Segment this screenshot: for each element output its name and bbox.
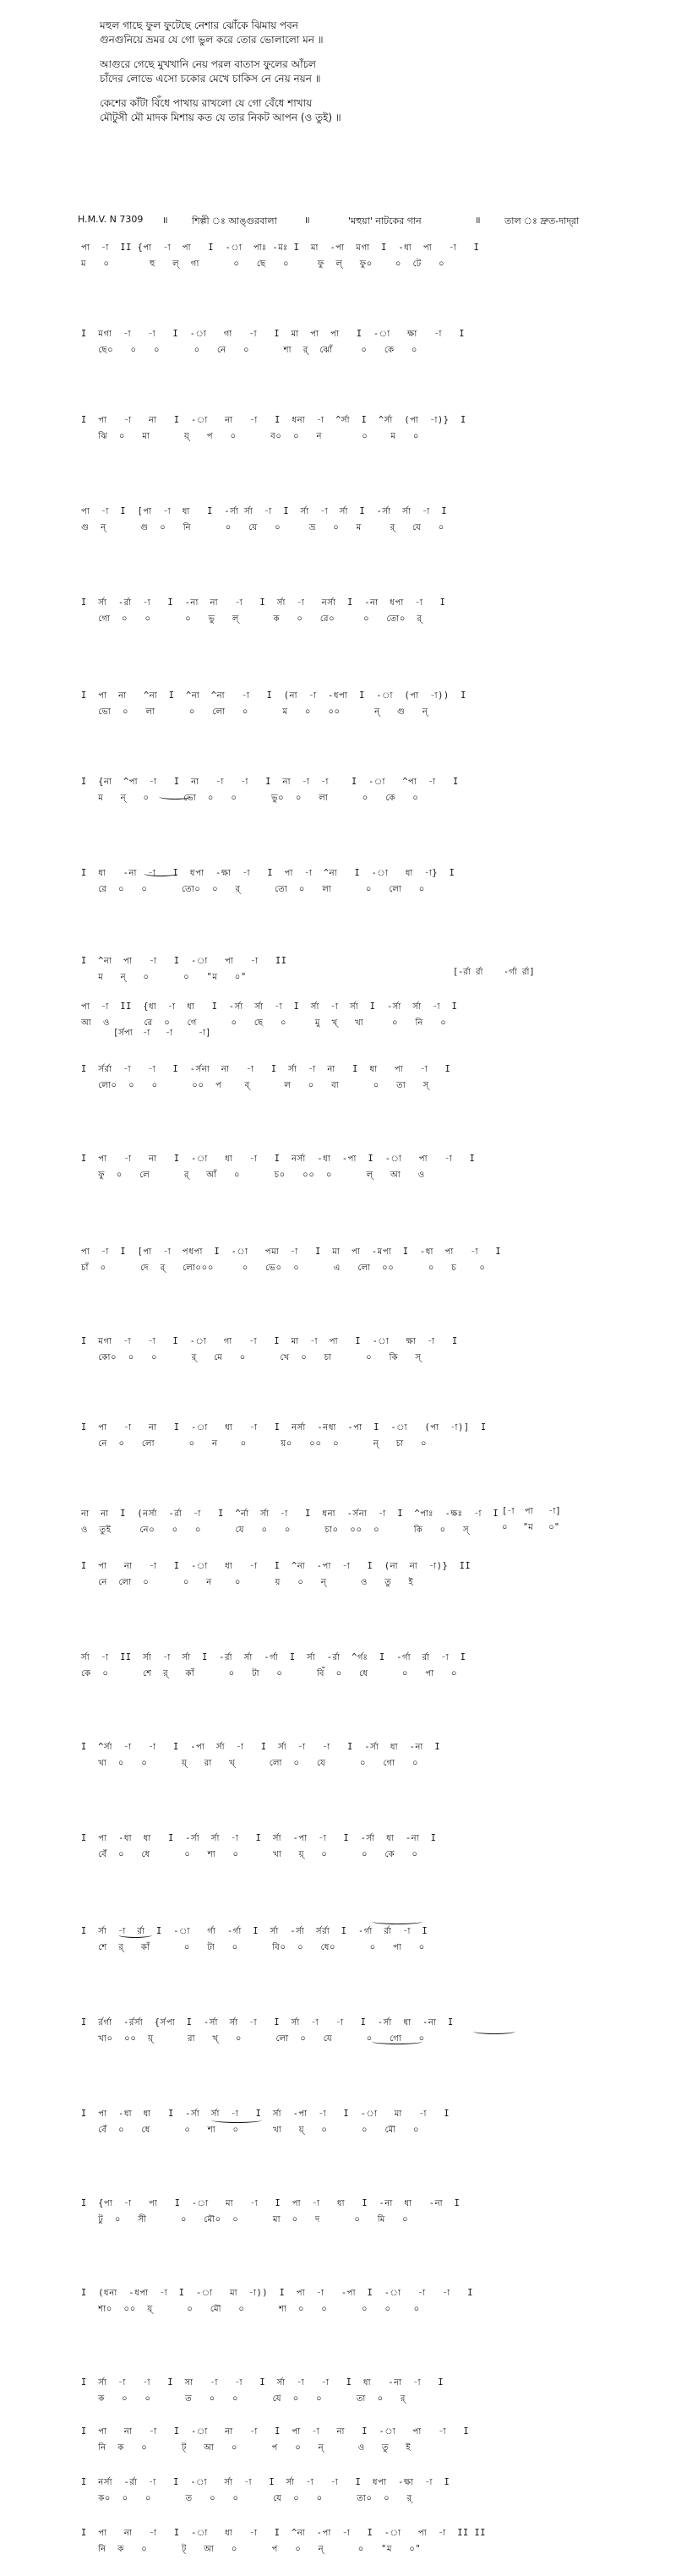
swara-line: I ^র্সা -া -া I -পা র্সা -া I র্সা -া -া I -র্সা ধা -না I (81, 1743, 441, 1752)
notation-row (0, 1508, 676, 1548)
meend-slur (118, 1932, 152, 1938)
lyric-line: কেশের কাঁটা বিঁধে পাখায় রাখলো যে গো বেঁধে শাখায় (100, 97, 313, 109)
swara-line: I পা না -া I -া ধা -া I ^না -পা -া I (না না -া)} II (81, 1562, 472, 1571)
lyric-line: মহুল গাছে ফুল ফুটেছে নেশার ঝোঁকে ঝিমায় পবন (100, 19, 298, 31)
lyric-syllables: ম ন্ ০ ০ "ম ০" (81, 973, 247, 982)
notation-row (0, 2527, 676, 2568)
lyric-syllables: কে ০ শে র্ কাঁ ০ টা ০ বিঁ ০ ধে ০ পা ০ (81, 1669, 458, 1678)
notation-row (0, 1335, 676, 1376)
notation-row (0, 955, 676, 996)
swara-line: I র্রর্গা -র্রর্সা {র্সপা I -র্সা র্সা -া I র্সা -া -া I -র্সা ধা -না I (81, 2018, 454, 2028)
ending-two: [র্সপা -া -া -া] (113, 1029, 211, 1038)
lyric-syllables: নি ক ০ ট্ আ ০ প ০ ন্ ০ "ম ০" (81, 2545, 422, 2554)
notation-row (0, 1153, 676, 1193)
notation-row (0, 597, 676, 637)
swara-line: পা -া I [পা -া ধা I -র্সা র্সা -া I র্সা -া র্সা I -র্সা র্সা -া I (81, 507, 448, 516)
lyric-syllables: বেঁ ০ ধে ০ শা ০ খা য়্ ০ ০ কে ০ (81, 1850, 418, 1859)
lyric-syllables: গু ন্ গু ০ নি ০ য়ে ০ ভ্র ০ ম র্ যে ০ (81, 523, 445, 532)
swara-line: না না I (নর্সা -র্রা -া I ^র্না র্সা -া I ধনা -র্সনা -া I ^পাঃ -ক্ষঃ -া I (81, 1509, 499, 1519)
notation-row (0, 1422, 676, 1462)
notation-row (0, 1741, 676, 1782)
notation-row (0, 2108, 676, 2148)
singer-credit: শিল্পী ঃ আঙ্গুরবালা (192, 216, 277, 226)
swara-line: র্সা -া II র্সা -া র্সা I -র্রা র্সা -র্গা I র্সা -র্রা ^র্গঃ I -র্গা র্রা -া I (81, 1653, 466, 1662)
notation-row (0, 2197, 676, 2238)
notation-row (0, 2426, 676, 2466)
record-number: H.M.V. N 7309 (78, 214, 144, 225)
lyric-syllables: শা০ ০০ য়্ ০ মৌ ০ শা ০ ০ ০ ০ ০ (81, 2305, 420, 2314)
notation-row (0, 414, 676, 455)
lyric-syllables: ফু ০ লে র্ আঁ ০ চ০ ০০ ০ ল্ আ ও (81, 1171, 425, 1180)
swara-line: I র্সা -া -া I সা -া -া I র্সা -া -া I ধা -না -া I (81, 2378, 444, 2388)
ending-one: [-র্রা র্রা -র্গা র্রা] (453, 968, 535, 977)
swara-line: I মগা -া -া I -া গা -া I মা -া পা I -া ক্ষা -া I (81, 1337, 458, 1346)
song-source: 'মহুয়া' নাটকের গান (348, 216, 422, 226)
swara-line: I ^না পা -া I -া পা -া II (81, 957, 287, 966)
lyric-line: মৌটুসী মৌ মাদক মিশায় কত যে তার নিকট আপন (ও তুই) ॥ (100, 112, 341, 123)
swara-line: I পা না -া I -া ধা -া I ^না -পা -া I -া পা -া II II (81, 2529, 486, 2538)
lyric-syllables: চাঁ ০ দে র্ লো০০০ ০ ভে০ ০ এ লো ০০ ০ চ ০ (81, 1263, 486, 1273)
lyric-syllables: ভো ০ লা ০ লো ০ ম ০ ০০ ন্ গু ন্ (81, 707, 428, 717)
swara-line: I ধা -না -া I ধপা -ক্ষা -া I পা -া ^না I -া ধা -া} I (81, 869, 455, 878)
lyric-syllables: নে ০ লো ০ ন ০ য়০ ০০ ০ ন্ চা ০ (81, 1439, 428, 1449)
lyric-syllables: রে ০ ০ তো০ ০ র্ তো ০ লা ০ লো ০ (81, 885, 425, 894)
tala-label: তাল ঃ দ্রুত-দাদ্‌রা (504, 216, 580, 226)
swara-line: I নর্সা -র্রা -া I -া র্সা -া I র্সা -া -া I ধপা -ক্ষা -া I (81, 2478, 450, 2487)
lyric-syllables: খা ০ ০ য়্ রা খ্ লো ০ যে ০ গো ০ (81, 1759, 419, 1768)
swara-line: I পা -া না I -া ধা -া I নর্সা -ধা -পা I -া পা -া I (81, 1154, 476, 1164)
lyric-syllables: ঝি ০ মা য়্ প ০ ব০ ০ ন ০ ম ০ (81, 432, 420, 441)
lyric-syllables: লো০ ০ ০ ০০ প ব্ ল ০ বা ০ তা স্ (81, 1081, 429, 1090)
notation-row (0, 867, 676, 908)
swara-line: I পা না -া I -া না -া I পা -া না I -া পা -া I (81, 2427, 470, 2437)
lyric-syllables: ম ০ হু ল্ গা ০ ছে ০ ফু ল্ ফু০ ০ টে ০ (81, 259, 445, 269)
meend-slur (372, 1918, 422, 1924)
notation-row (0, 1560, 676, 1601)
swara-line: I {পা -া পা I -া মা -া I পা -া ধা I -না ধা -না I (81, 2199, 461, 2208)
lyric-syllables: গো ০ ০ ০ ভু ল্ ক ০ রে০ ০ তো০ র্ (81, 614, 422, 624)
notation-row (0, 2017, 676, 2057)
lyric-syllables: আ ও রে ০ গে ০ ছে ০ মু খ্ খা ০ নি ০ (81, 1018, 447, 1028)
separator: ॥ (475, 215, 481, 226)
swara-line: পা -া I [পা -া পধপা I -া পমা -া I মা পা -মপা I -ধা পা -া I (81, 1247, 502, 1257)
lyric-syllables: শে র্ কাঁ ০ টা ০ বি০ ০ ধে০ ০ পা ০ (81, 1943, 425, 1952)
lyric-syllables: ক০ ০ ০ ত ০ ০ যে ০ ০ তা০ ০ র্ (81, 2494, 412, 2503)
swara-line: পা -া II {ধা -া ধা I -র্সা র্সা -া I র্সা -া র্সা I -র্সা র্সা -া I (81, 1002, 458, 1012)
swara-line: I র্সা -র্রা -া I -না না -া I র্সা -া নর্সা I -না ধপা -া I (81, 598, 446, 608)
lyric-syllables: ক ০ ০ ত ০ ০ যে ০ ০ তা ০ র্ (81, 2394, 406, 2404)
lyric-syllables: ছে০ ০ ০ ০ নে ০ শা র্ ঝোঁ ০ কে ০ (81, 346, 418, 355)
meend-slur (372, 2038, 422, 2044)
lyric-syllables: নি ক ০ ট্ আ ০ প ০ ন্ ও তু ই (81, 2443, 412, 2453)
swara-line: I পা না ^না I ^না ^না -া I (না -া -ধপা I -া (পা -া)) I (81, 691, 466, 701)
lyric-line: চাঁদের লোভে এসো চকোর মেখে চাকিস নে নেয় নয়ন ॥ (100, 73, 321, 85)
meend-slur (473, 2028, 515, 2034)
lyric-syllables: ও তুই নে০ ০ ০ যে ০ ০ চা০ ০০ ০ কি ০ স্ (81, 1525, 470, 1535)
notation-row (0, 1925, 676, 1966)
swara-line: I (ধনা -ধপা -া I -া মা -া)) I পা -া -পা I -া -া -া I (81, 2289, 473, 2298)
notation-row (0, 1832, 676, 1873)
swara-line: I র্সা -া র্রা I -া র্গা -র্গা I র্সা -র্সা র্সর্রা I -র্গা র্রা -া I (81, 1927, 428, 1936)
notation-row (0, 1651, 676, 1692)
lyric-line: আগুরে গেছে মুখখানি নেয় পরল বাতাস ফুলের আঁচল (100, 58, 316, 70)
meend-slur (144, 870, 177, 876)
lyric-syllables: নে লো ০ ০ ন ০ য় ০ ন্ ও তু ই (81, 1578, 414, 1587)
separator: ॥ (304, 215, 310, 226)
swara-line: I পা -ধা ধা I -র্সা র্সা -া I র্সা -পা -া I -র্সা ধা -না I (81, 1834, 437, 1843)
swara-line: পা -া II {পা -া পা I -া পাঃ -মঃ I মা -পা মগা I -ধা পা -া I (81, 243, 480, 253)
notation-row (0, 2377, 676, 2417)
swara-line: I পা -া না I -া ধা -া I নর্সা -নধা -পা I -া (পা -া)] I (81, 1423, 487, 1433)
notation-row (0, 2476, 676, 2517)
lyric-syllables: বেঁ ০ ধে ০ শা ০ খা য়্ ০ ০ মৌ ০ (81, 2126, 420, 2135)
meend-slur (211, 2117, 262, 2123)
swara-line: I {না ^পা -া I না -া -া I না -া -া I -া ^পা -া I (81, 778, 459, 787)
notation-row (0, 1001, 676, 1041)
swara-line: I পা -ধা ধা I -র্সা র্সা -া I র্সা -পা -া I -া মা -া I (81, 2109, 450, 2119)
lyric-syllables: ম ন্ ০ ভো ০ ০ ভু০ ০ লা ০ কে ০ (81, 794, 419, 803)
notation-row (0, 2287, 676, 2328)
separator: ॥ (162, 215, 168, 226)
song-lyrics (100, 19, 624, 125)
meend-slur (159, 794, 191, 800)
lyric-syllables: কো০ ০ ০ র্ মে ০ খে ০ চা ০ কি স্ (81, 1353, 422, 1362)
swara-line: I মগা -া -া I -া গা -া I মা পা পা I -া ক্ষা -া I (81, 330, 466, 339)
notation-row (0, 1246, 676, 1286)
swara-line: I র্সর্রা -া -া I -র্সনা না -া I র্সা -া না I ধা পা -া I (81, 1065, 451, 1074)
record-header (78, 214, 619, 231)
notation-row (0, 776, 676, 816)
notation-row (0, 505, 676, 546)
notation-row (0, 690, 676, 730)
lyric-syllables: খা০ ০০ য়্ রা খ্ ০ লো ০ যে ০ গো ০ (81, 2034, 425, 2044)
lyric-line: গুনগুনিয়ে ভ্রমর যে গো ভুল করে তোর ভোলালো মন ॥ (100, 34, 324, 46)
lyric-syllables: টু ০ সী ০ মৌ০ ০ মা ০ দ ০ মি ০ (81, 2215, 409, 2224)
notation-row (0, 242, 676, 282)
swara-line: I পা -া না I -া না -া I ধনা -া ^র্সা I ^র্সা (পা -া)} I (81, 416, 466, 425)
ending-three-swara: [-া পা -া] (502, 1507, 561, 1516)
notation-row (0, 1063, 676, 1104)
ending-three-lyric: ০ "ম ০" (502, 1523, 559, 1532)
notation-row (0, 328, 676, 368)
